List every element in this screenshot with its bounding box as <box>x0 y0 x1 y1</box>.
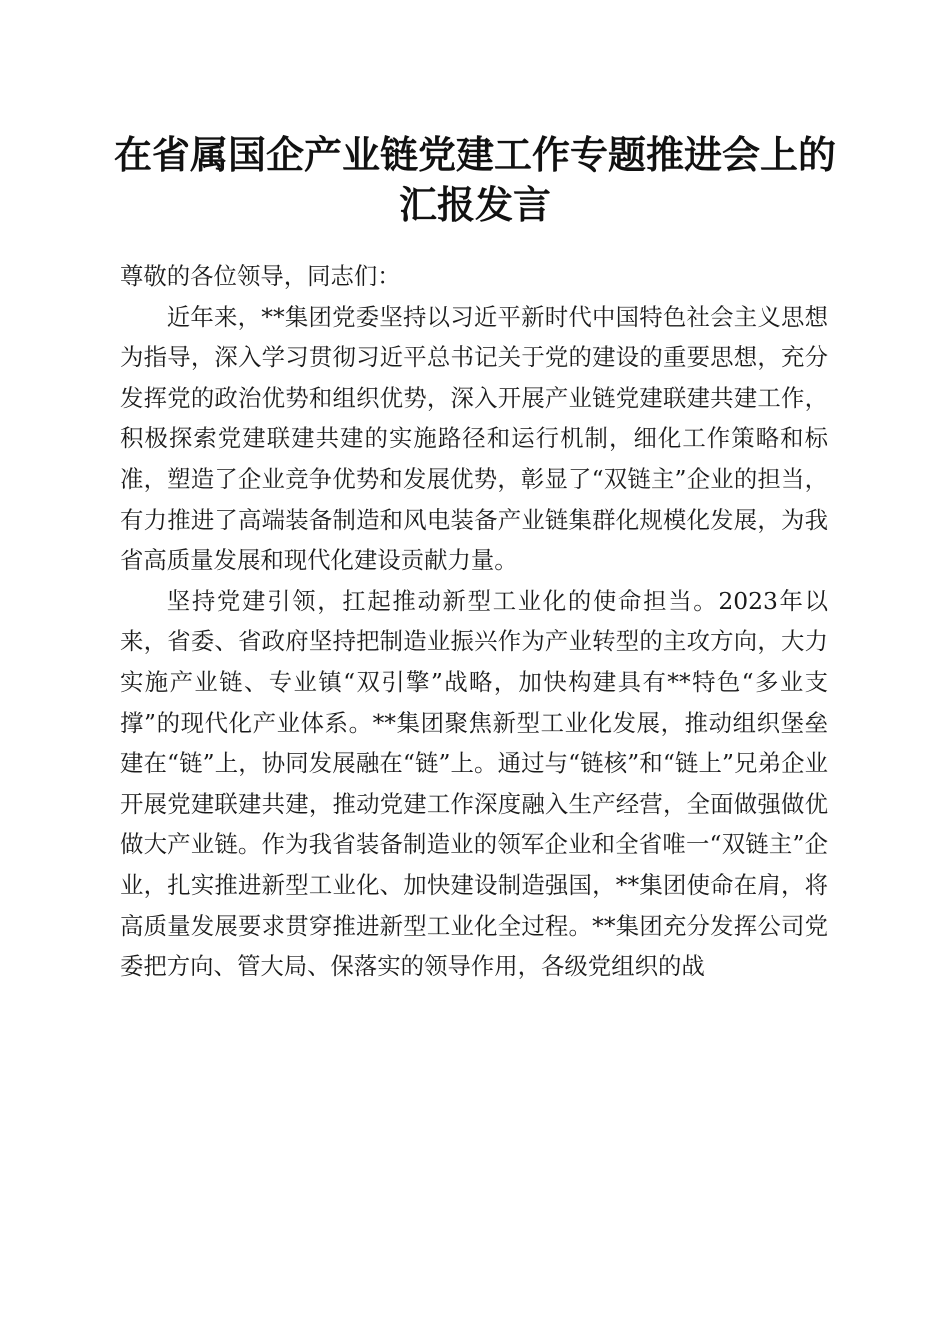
salutation: 尊敬的各位领导，同志们： <box>120 262 401 290</box>
paragraph-2: 坚持党建引领，扛起推动新型工业化的使命担当。2023年以来，省委、省政府坚持把制造业振兴作为产业转型的主攻方向，大力实施产业链、专业镇“双引擎”战略，加快构建具有**特色“多业支撑”的现代化产业体系。**集团聚焦新型工业化发展，推动组织堡垒建在“链”上，协同发展融在“链”上。通过与“链核”和“链上”兄弟企业开展党建联建共建，推动党建工作深度融入生产经营，全面做强做优做大产业链。作为我省装备制造业的领军企业和全省唯一“双链主”企业，扎实推进新型工业化、加快建设制造强国，**集团使命在肩，将高质量发展要求贯穿推进新型工业化全过程。**集团充分发挥公司党委把方向、管大局、保落实的领导作用，各级党组织的战 <box>120 586 828 981</box>
paragraph-1: 近年来，**集团党委坚持以习近平新时代中国特色社会主义思想为指导，深入学习贯彻习近平总书记关于党的建设的重要思想，充分发挥党的政治优势和组织优势，深入开展产业链党建联建共建工作，积极探索党建联建共建的实施路径和运行机制，细化工作策略和标准，塑造了企业竞争优势和发展优势，彰显了“双链主”企业的担当，有力推进了高端装备制造和风电装备产业链集群化规模化发展，为我省高质量发展和现代化建设贡献力量。 <box>120 302 828 575</box>
document-title: 在省属国企产业链党建工作专题推进会上的汇报发言 <box>113 132 836 227</box>
document-body <box>120 256 828 987</box>
